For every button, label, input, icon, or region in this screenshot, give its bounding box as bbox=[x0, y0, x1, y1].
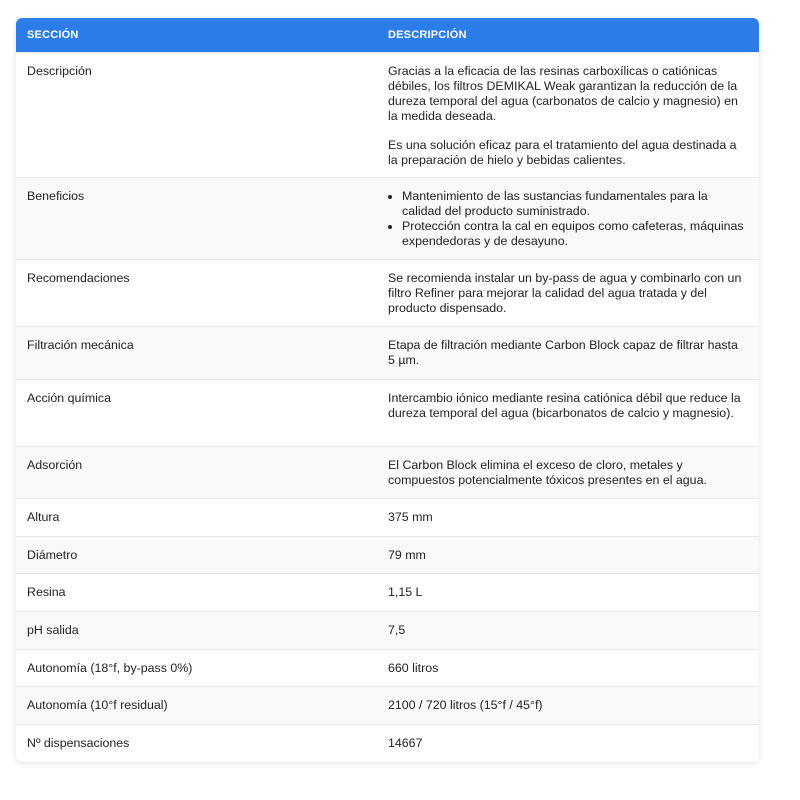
table-header bbox=[16, 18, 759, 52]
row-value: Etapa de filtración mediante Carbon Block capaz de filtrar hasta 5 µm. bbox=[388, 338, 738, 367]
row-value: Se recomienda instalar un by-pass de agua y combinarlo con un filtro Refiner para mejorar la calidad del agua tratada y del producto dispensado. bbox=[388, 271, 742, 315]
row-label: Diámetro bbox=[27, 548, 78, 562]
row-value bbox=[388, 53, 759, 177]
row-label: Filtración mecánica bbox=[27, 338, 134, 352]
description-paragraph: Gracias a la eficacia de las resinas carboxílicas o catiónicas débiles, los filtros DEMIKAL Weak garantizan la reducción de la dureza temporal del agua (carbonatos de calcio y magnesio) en la medida deseada. bbox=[388, 64, 738, 123]
table-row bbox=[16, 52, 759, 177]
row-value: Intercambio iónico mediante resina catiónica débil que reduce la dureza temporal del agua (bicarbonatos de calcio y magnesio). bbox=[388, 391, 741, 420]
row-label: Beneficios bbox=[27, 189, 85, 203]
table-row bbox=[16, 724, 759, 762]
benefits-list bbox=[388, 189, 745, 249]
table-row bbox=[16, 536, 759, 573]
row-label: Recomendaciones bbox=[27, 271, 130, 285]
header-descripcion: DESCRIPCIÓN bbox=[388, 29, 467, 41]
row-value: 2100 / 720 litros (15°f / 45°f) bbox=[388, 698, 543, 712]
row-value bbox=[388, 178, 759, 259]
row-value: 375 mm bbox=[388, 510, 433, 524]
table-row bbox=[16, 649, 759, 686]
list-item: • Mantenimiento de las sustancias fundamentales para la calidad del producto suministrado. bbox=[402, 189, 745, 219]
row-label: Altura bbox=[27, 510, 60, 524]
table-row bbox=[16, 259, 759, 326]
row-value: 14667 bbox=[388, 736, 423, 750]
table-row bbox=[16, 611, 759, 649]
row-label: Acción química bbox=[27, 391, 112, 405]
row-value: 1,15 L bbox=[388, 585, 423, 599]
description-paragraph: Es una solución eficaz para el tratamiento del agua destinada a la preparación de hielo y bebidas calientes. bbox=[388, 138, 737, 167]
row-value: 7,5 bbox=[388, 623, 406, 637]
spec-table bbox=[16, 18, 759, 762]
row-label: Adsorción bbox=[27, 458, 83, 472]
row-label: Descripción bbox=[27, 64, 92, 78]
row-value: 660 litros bbox=[388, 661, 439, 675]
table-row bbox=[16, 686, 759, 724]
header-seccion: SECCIÓN bbox=[27, 29, 79, 41]
row-label: Autonomía (10°f residual) bbox=[27, 698, 168, 712]
table-row bbox=[16, 379, 759, 446]
row-label: Resina bbox=[27, 585, 66, 599]
list-item: • Protección contra la cal en equipos como cafeteras, máquinas expendedoras y de desayuno. bbox=[402, 219, 745, 249]
row-label: Autonomía (18°f, by-pass 0%) bbox=[27, 661, 193, 675]
table-row bbox=[16, 177, 759, 259]
row-label: pH salida bbox=[27, 623, 79, 637]
table-row bbox=[16, 498, 759, 536]
row-value: El Carbon Block elimina el exceso de cloro, metales y compuestos potencialmente tóxicos presentes en el agua. bbox=[388, 458, 707, 487]
row-value: 79 mm bbox=[388, 548, 426, 562]
table-row bbox=[16, 446, 759, 498]
row-label: Nº dispensaciones bbox=[27, 736, 130, 750]
table-row bbox=[16, 326, 759, 379]
table-row bbox=[16, 573, 759, 611]
